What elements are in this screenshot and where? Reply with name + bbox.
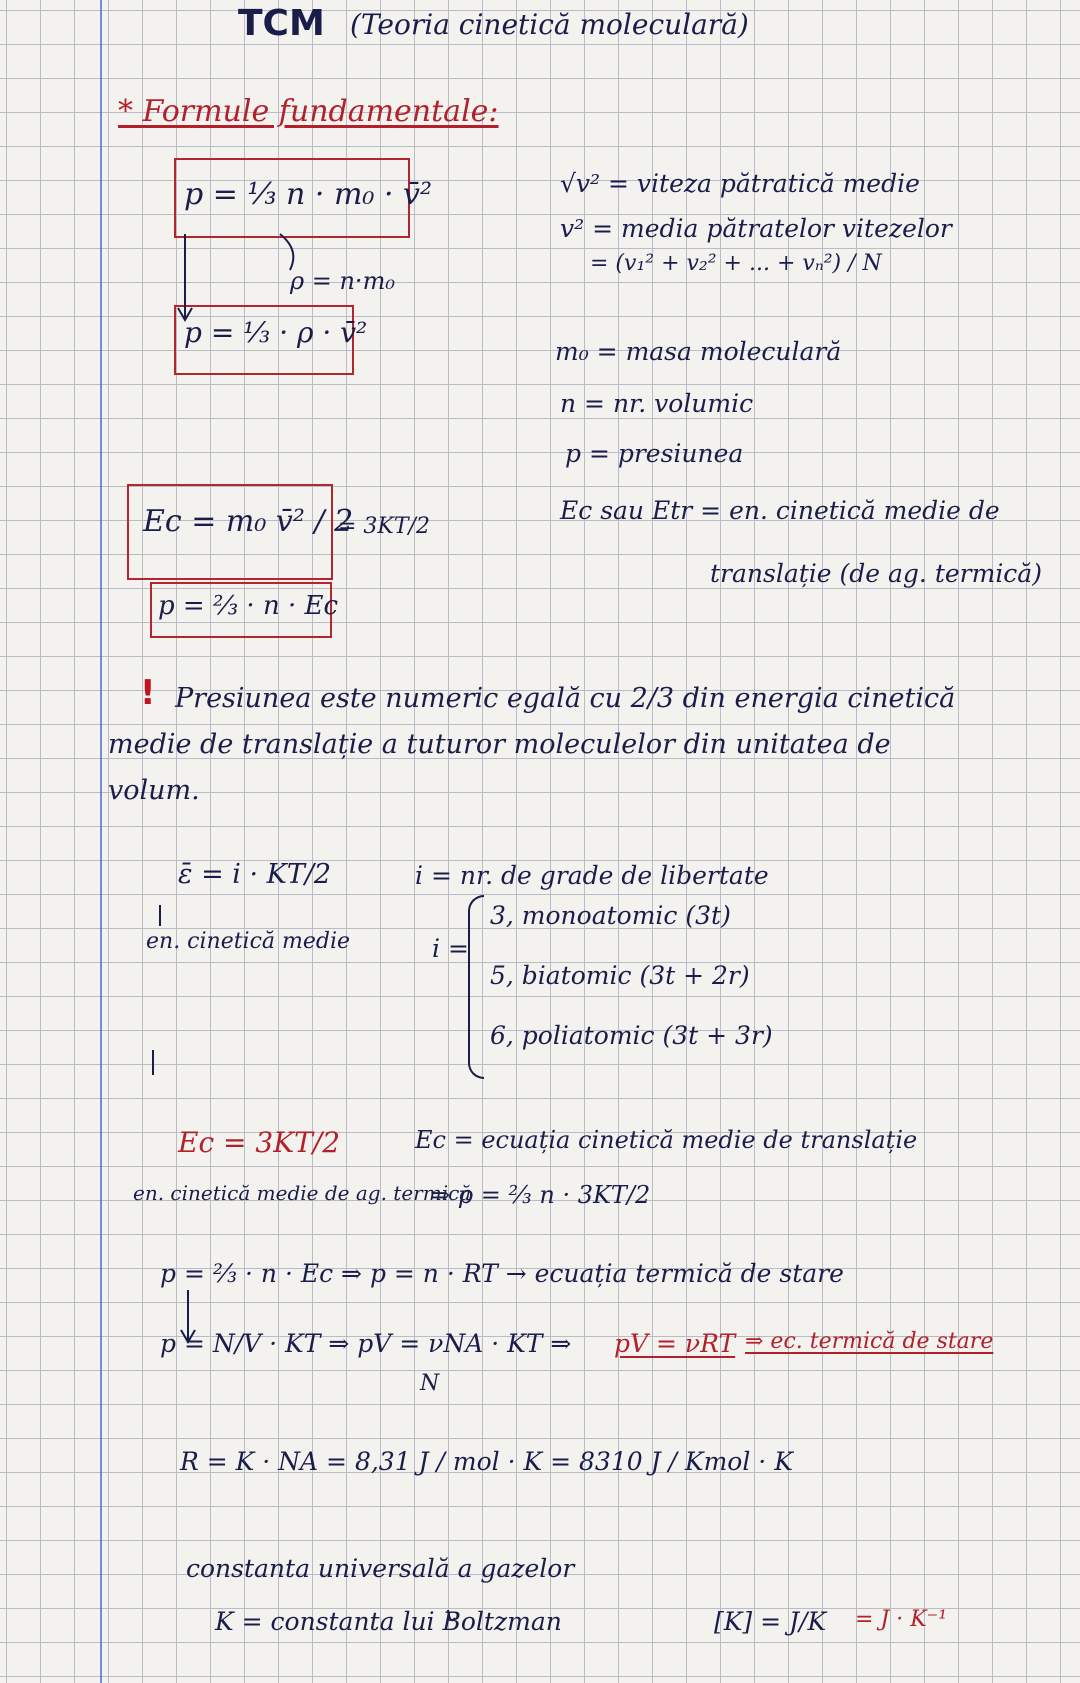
under-n-label: N: [420, 1371, 440, 1396]
note-line-3: volum.: [108, 775, 200, 806]
gas-constant-label: constanta universală a gazelor: [186, 1554, 575, 1583]
page-subtitle: (Teoria cinetică moleculară): [350, 8, 749, 41]
epsilon-label: en. cinetică medie: [146, 929, 351, 954]
case-poliatomic: 6, poliatomic (3t + 3r): [490, 1021, 773, 1050]
ideal-gas-law: pV = νRT: [614, 1329, 736, 1358]
formula-density-def: ρ = n·m₀: [290, 267, 395, 295]
boltzmann-unit: [K] = J/K: [714, 1607, 827, 1636]
ec-label: en. cinetică medie de ag. termică: [133, 1181, 472, 1205]
def-mean-square: v² = media pătratelor vitezelor: [560, 214, 952, 243]
boltzmann-unit-alt: = J · K⁻¹: [855, 1607, 948, 1632]
i-equals: i =: [432, 934, 469, 963]
gas-constant-line: R = K · NA = 8,31 J / mol · K = 8310 J / Kmol · K: [180, 1447, 793, 1476]
formula-pressure-1: p = ⅓ n · m₀ · v̄²: [184, 177, 433, 212]
def-pressure: p = presiunea: [565, 439, 744, 468]
ec-result: ⇒ p = ⅔ n · 3KT/2: [430, 1181, 651, 1209]
formula-pressure-3: p = ⅔ · n · Ec: [158, 591, 339, 621]
formula-kinetic-eq: = 3KT/2: [338, 514, 430, 539]
section-heading: * Formule fundamentale:: [118, 94, 499, 129]
page-title: TCM: [238, 3, 325, 44]
warning-icon: !: [140, 673, 156, 713]
formula-epsilon: ε̄ = i · KT/2: [178, 859, 332, 890]
ec-description: Ec = ecuația cinetică medie de translație: [415, 1126, 918, 1154]
case-biatomic: 5, biatomic (3t + 2r): [490, 961, 750, 990]
boltzmann-line: K = constanta lui Boltzman: [215, 1607, 562, 1636]
formula-ec-temperature: Ec = 3KT/2: [178, 1126, 341, 1159]
formula-kinetic-energy: Ec = m₀ v̄² / 2: [143, 504, 354, 539]
def-mean-square-formula: = (v₁² + v₂² + ... + vₙ²) / N: [590, 251, 882, 276]
ideal-gas-law-label: ⇒ ec. termică de stare: [745, 1329, 994, 1354]
formula-pressure-2: p = ⅓ · ρ · v̄²: [184, 316, 368, 349]
def-rms-speed: √v² = viteza pătratică medie: [560, 169, 920, 198]
def-kinetic-energy: Ec sau Etr = en. cinetică medie de: [560, 496, 1000, 525]
case-monoatomic: 3, monoatomic (3t): [490, 901, 731, 930]
degrees-of-freedom-def: i = nr. de grade de libertate: [415, 861, 769, 890]
def-translation: translație (de ag. termică): [710, 559, 1042, 588]
cases-brace: [468, 895, 484, 1079]
state-equation-2: p = N/V · KT ⇒ pV = νNA · KT ⇒: [160, 1329, 572, 1358]
def-volumic-number: n = nr. volumic: [560, 389, 754, 418]
note-line-1: Presiunea este numeric egală cu 2/3 din energia cinetică: [175, 683, 956, 714]
state-equation-1: p = ⅔ · n · Ec ⇒ p = n · RT → ecuația termică de stare: [160, 1259, 844, 1288]
def-molecular-mass: m₀ = masa moleculară: [555, 337, 842, 366]
note-line-2: medie de translație a tuturor moleculelor din unitatea de: [108, 729, 891, 760]
